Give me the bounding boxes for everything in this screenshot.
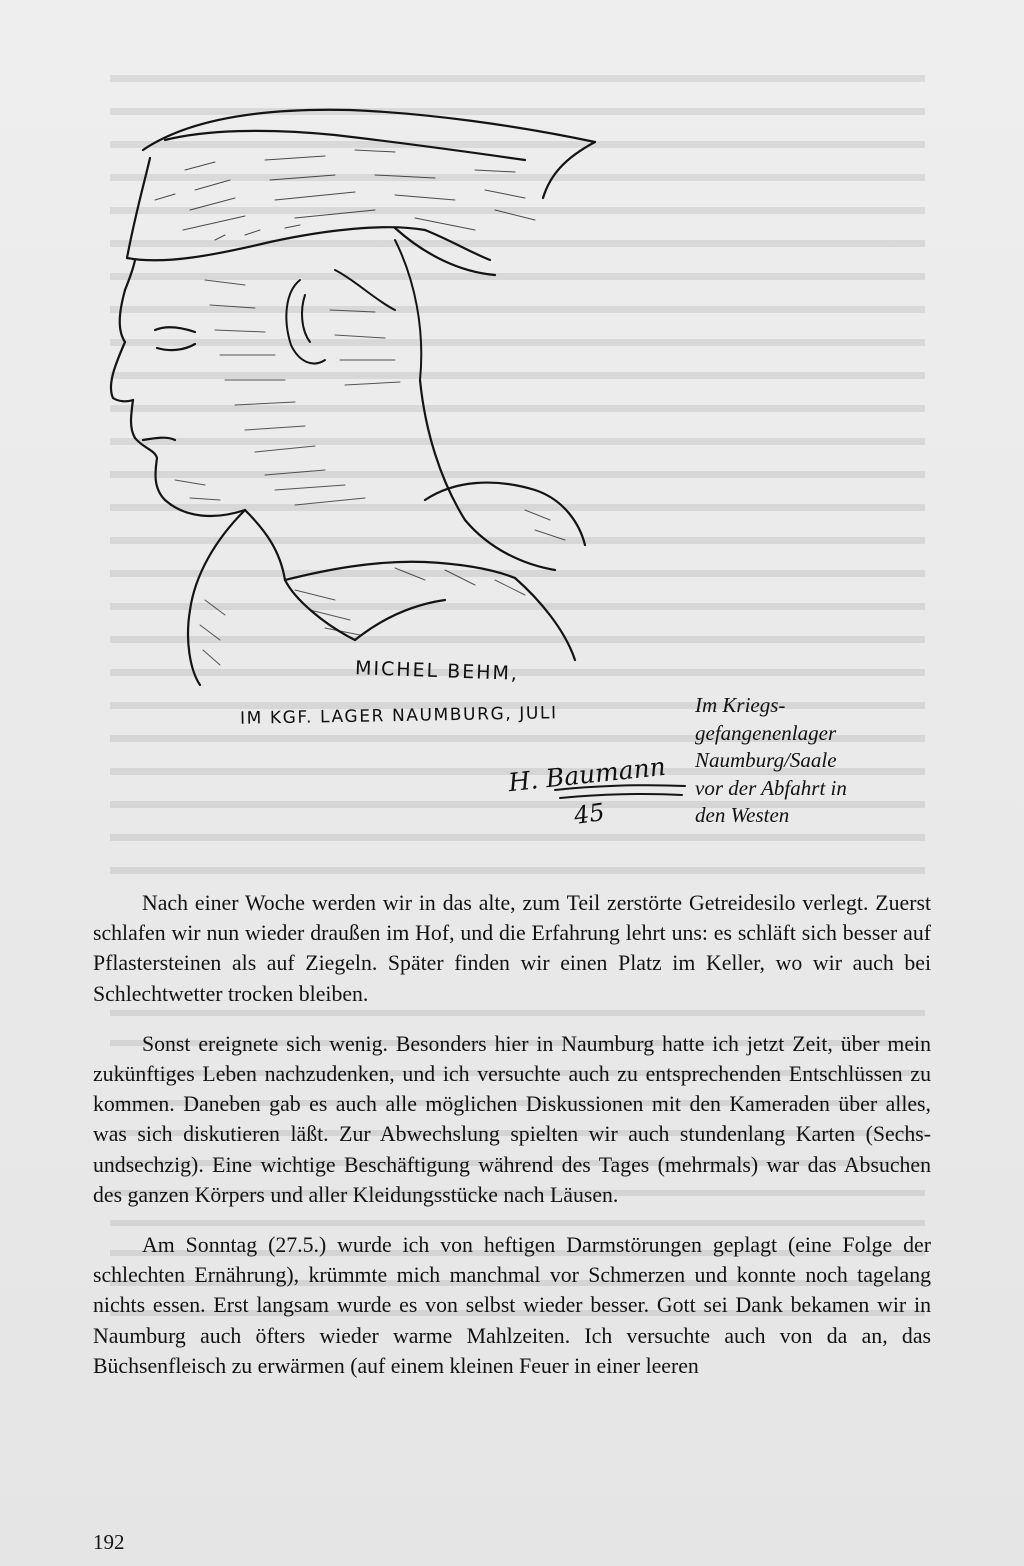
field-cap: [125, 110, 595, 290]
body-text: [93, 888, 931, 1381]
caption-line: den Westen: [695, 803, 790, 827]
figure-caption: [695, 692, 925, 830]
paragraph: Sonst ereignete sich wenig. Besonders hier in Naumburg hatte ich jetzt Zeit, über mein zukünftiges Leben nachzudenken, und ich versuchte auch zu entsprechenden Entschlüssen zu kommen. Daneben gab es auch alle möglichen Diskussionen mit den Kameraden über alles, was sich diskutieren läßt. Zur Abwechslung spielten wir auch stundenlang Karten (Sechsundsechzig). Eine wichtige Beschäftigung während des Tages (mehrmals) war das Absuchen des ganzen Körpers und aller Kleidungsstücke nach Läusen.: [93, 1031, 931, 1207]
signature-underline: [550, 780, 690, 810]
sketch-name-inscription: MICHEL BEHM,: [354, 657, 520, 685]
portrait-sketch: [95, 80, 625, 690]
paragraph: Nach einer Woche werden wir in das alte, zum Teil zerstörte Getreidesilo verlegt. Zuerst schlafen wir nun wieder draußen im Hof, und die Erfahrung lehrt uns: es schläft sich besser auf Pflastersteinen als auf Ziegeln. Später finden wir einen Platz im Keller, wo wir auch bei Schlechtwetter trocken bleiben.: [93, 891, 931, 1006]
caption-line: gefangenenlager: [695, 720, 837, 745]
sketch-camp-inscription: IM KGF. LAGER NAUMBURG, JULI: [239, 703, 558, 729]
page-number: 192: [93, 1530, 125, 1554]
face-profile: [111, 290, 245, 516]
caption-line: vor der Abfahrt in: [695, 775, 847, 800]
caption-line: Im Kriegs-: [695, 693, 786, 717]
ear-and-hair: [286, 240, 421, 380]
neck-and-collar: [188, 380, 585, 685]
paragraph: Am Sonntag (27.5.) wurde ich von heftigen Darmstörungen geplagt (eine Folge der schlechten Ernährung), krümmte mich manchmal vor Schmerzen und konnte noch tagelang nichts essen. Erst langsam wurde es von selbst wieder besser. Gott sei Dank bekamen wir in Naumburg auch öfters wieder warme Mahlzeiten. Ich versuchte auch von da an, das Büchsenfleisch zu erwärmen (auf einem kleinen Feuer in einer leeren: [93, 1233, 931, 1378]
collar-shading: [200, 510, 565, 665]
artist-signature: H. Baumann: [506, 751, 667, 798]
face-shading: [175, 280, 400, 505]
sketch-year: 45: [572, 798, 607, 830]
cap-shading: [155, 150, 535, 240]
caption-line: Naumburg/Saale: [695, 748, 837, 772]
